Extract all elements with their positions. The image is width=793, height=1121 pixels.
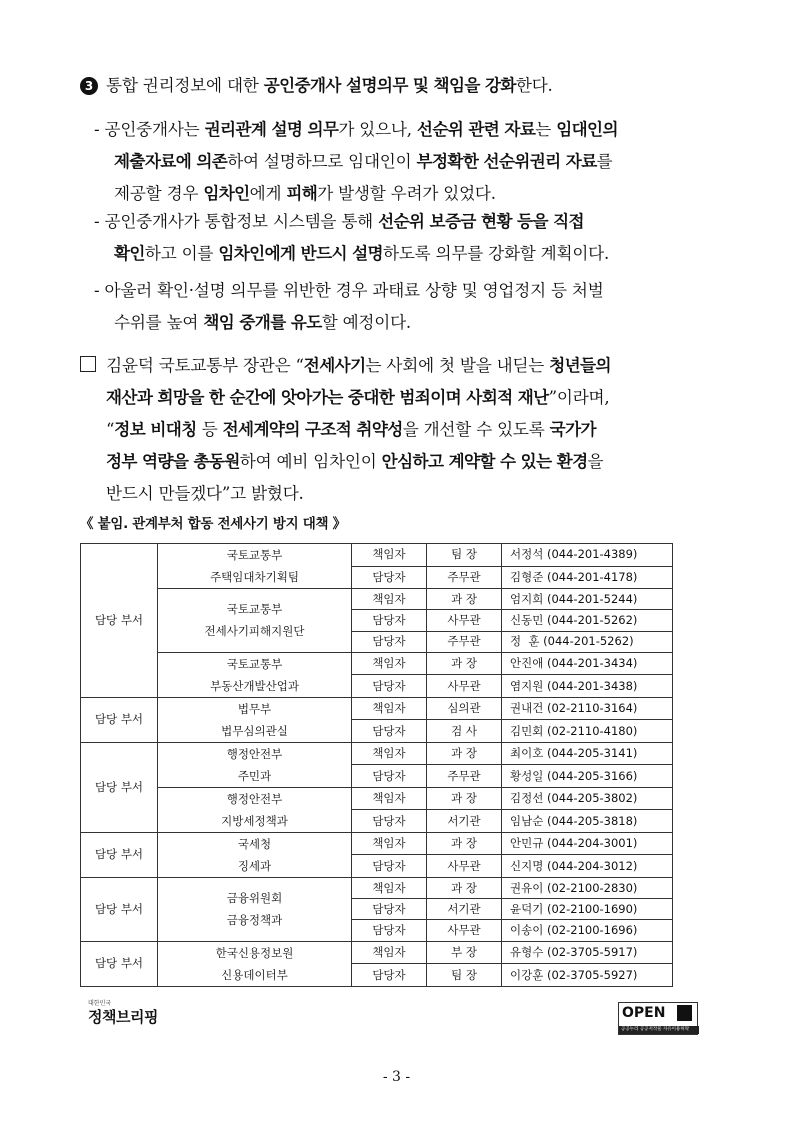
table-row (81, 652, 673, 675)
annex-title: 《 붙임. 관계부처 합동 전세사기 방지 대책 》 (80, 516, 346, 532)
table-row (81, 697, 673, 720)
title-cell: 과 장 (427, 589, 502, 610)
role-cell: 책임자 (352, 544, 427, 567)
title-cell: 과 장 (427, 877, 502, 898)
title-cell: 사무관 (427, 855, 502, 878)
contact-cell: 유형수 (02-3705-5917) (502, 941, 673, 964)
role-cell: 담당자 (352, 855, 427, 878)
title-cell: 사무관 (427, 920, 502, 941)
title-cell: 팀 장 (427, 964, 502, 987)
license-strip: 공공누리 공공저작물 자유이용허락 (619, 1026, 699, 1034)
contact-cell: 권내건 (02-2110-3164) (502, 697, 673, 720)
sub-bullet-3: - 아울러 확인·설명 의무를 위반한 경우 과태료 상향 및 영업정지 등 처벌 수위를 높여 책임 중개를 유도할 예정이다. (94, 281, 604, 332)
dash-marker: - (94, 120, 100, 139)
table-row (81, 589, 673, 610)
title-cell: 서기관 (427, 899, 502, 920)
numbered-bullet-icon: 3 (80, 77, 98, 95)
role-cell: 담당자 (352, 675, 427, 698)
dept-label-cell: 담당 부서 (81, 941, 158, 986)
sub-bullet-1: - 공인중개사는 권리관계 설명 의무가 있으나, 선순위 관련 자료는 임대인의 제출자료에 의존하여 설명하므로 임대인이 부정확한 선순위권리 자료를 제공할 경우 임차인에게 피해가 발생할 우려가 있었다. (94, 120, 618, 203)
title-cell: 서기관 (427, 810, 502, 833)
policy-briefing-wordmark: 정책브리핑 (88, 1008, 158, 1026)
contact-cell: 윤덕기 (02-2100-1690) (502, 899, 673, 920)
table-row (81, 787, 673, 810)
division-cell: 국토교통부 부동산개발산업과 (158, 652, 352, 697)
role-cell: 담당자 (352, 810, 427, 833)
contact-cell: 신지명 (044-204-3012) (502, 855, 673, 878)
role-cell: 책임자 (352, 877, 427, 898)
role-cell: 책임자 (352, 589, 427, 610)
dept-label-cell: 담당 부서 (81, 544, 158, 698)
role-cell: 담당자 (352, 920, 427, 941)
attribution-license-icon (677, 1005, 692, 1021)
title-cell: 과 장 (427, 652, 502, 675)
open-wordmark: OPEN (622, 1005, 666, 1021)
role-cell: 담당자 (352, 899, 427, 920)
open-license-logo (618, 1002, 698, 1035)
division-cell: 행정안전부 지방세정책과 (158, 787, 352, 832)
sub-bullet-2: - 공인중개사가 통합정보 시스템을 통해 선순위 보증금 현황 등을 직접 확인하고 이를 임차인에게 반드시 설명하도록 의무를 강화할 계획이다. (94, 212, 610, 263)
contact-cell: 임남순 (044-205-3818) (502, 810, 673, 833)
contact-cell: 김정선 (044-205-3802) (502, 787, 673, 810)
title-cell: 과 장 (427, 787, 502, 810)
role-cell: 책임자 (352, 697, 427, 720)
title-cell: 검 사 (427, 720, 502, 743)
role-cell: 담당자 (352, 566, 427, 589)
title-cell: 팀 장 (427, 544, 502, 567)
contact-cell: 서정석 (044-201-4389) (502, 544, 673, 567)
title-cell: 과 장 (427, 742, 502, 765)
policy-briefing-logo: 대한민국 정책브리핑 (88, 998, 168, 1034)
contact-cell: 이송이 (02-2100-1696) (502, 920, 673, 941)
dept-label-cell: 담당 부서 (81, 832, 158, 877)
division-cell: 국토교통부 주택임대차기획팀 (158, 544, 352, 589)
contact-cell: 정 훈 (044-201-5262) (502, 631, 673, 652)
dept-label-cell: 담당 부서 (81, 742, 158, 832)
contact-cell: 안민규 (044-204-3001) (502, 832, 673, 855)
title-cell: 주무관 (427, 765, 502, 788)
role-cell: 책임자 (352, 941, 427, 964)
dash-marker: - (94, 281, 100, 300)
division-cell: 국토교통부 전세사기피해지원단 (158, 589, 352, 653)
role-cell: 책임자 (352, 787, 427, 810)
contact-cell: 권유이 (02-2100-2830) (502, 877, 673, 898)
role-cell: 담당자 (352, 631, 427, 652)
contact-cell: 황성일 (044-205-3166) (502, 765, 673, 788)
division-cell: 한국신용정보원 신용데이터부 (158, 941, 352, 986)
contact-cell: 이강훈 (02-3705-5927) (502, 964, 673, 987)
role-cell: 담당자 (352, 964, 427, 987)
role-cell: 책임자 (352, 832, 427, 855)
role-cell: 담당자 (352, 720, 427, 743)
role-cell: 책임자 (352, 742, 427, 765)
title-cell: 사무관 (427, 675, 502, 698)
checkbox-square-icon (80, 356, 96, 372)
contact-cell: 최이호 (044-205-3141) (502, 742, 673, 765)
contact-cell: 안진애 (044-201-3434) (502, 652, 673, 675)
role-cell: 담당자 (352, 610, 427, 631)
contact-cell: 김형준 (044-201-4178) (502, 566, 673, 589)
table-row (81, 544, 673, 567)
dept-label-cell: 담당 부서 (81, 877, 158, 941)
item-3-text: 통합 권리정보에 대한 공인중개사 설명의무 및 책임을 강화한다. (106, 76, 553, 95)
minister-statement: 김윤덕 국토교통부 장관은 “전세사기는 사회에 첫 발을 내딛는 청년들의 재산과 희망을 한 순간에 앗아가는 중대한 범죄이며 사회적 재난”이라며, “정보 비대칭 등 전세계약의 구조적 취약성을 개선할 수 있도록 국가가 정부 역량을 총동원하여 예비 임차인이 안심하고 계약할 수 있는 환경을 반드시 만들겠다”고 밝혔다. (80, 350, 611, 510)
contacts-table (80, 543, 673, 987)
title-cell: 사무관 (427, 610, 502, 631)
contact-cell: 김민회 (02-2110-4180) (502, 720, 673, 743)
table-row (81, 941, 673, 964)
dash-marker: - (94, 212, 100, 231)
contact-cell: 신동민 (044-201-5262) (502, 610, 673, 631)
table-row (81, 877, 673, 898)
page-number: - 3 - (382, 1069, 411, 1085)
role-cell: 책임자 (352, 652, 427, 675)
division-cell: 국세청 징세과 (158, 832, 352, 877)
division-cell: 법무부 법무심의관실 (158, 697, 352, 742)
dept-label-cell: 담당 부서 (81, 697, 158, 742)
division-cell: 행정안전부 주민과 (158, 742, 352, 787)
role-cell: 담당자 (352, 765, 427, 788)
title-cell: 심의관 (427, 697, 502, 720)
title-cell: 주무관 (427, 566, 502, 589)
title-cell: 과 장 (427, 832, 502, 855)
division-cell: 금융위원회 금융정책과 (158, 877, 352, 941)
contact-cell: 엄지희 (044-201-5244) (502, 589, 673, 610)
contact-cell: 염지원 (044-201-3438) (502, 675, 673, 698)
table-row (81, 832, 673, 855)
item-3 (80, 70, 553, 102)
table-row (81, 742, 673, 765)
title-cell: 주무관 (427, 631, 502, 652)
title-cell: 부 장 (427, 941, 502, 964)
